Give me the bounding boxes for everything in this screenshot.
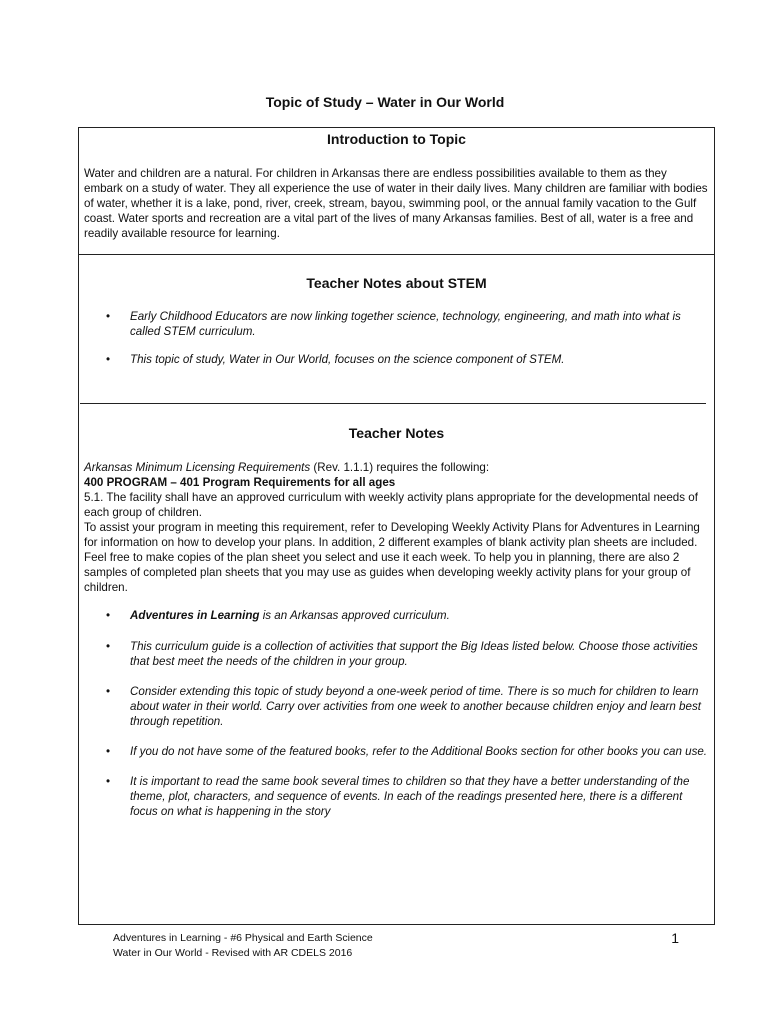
teacher-notes-bullet-item [84, 608, 708, 623]
stem-heading: Teacher Notes about STEM [306, 275, 487, 291]
stem-bullet-list [84, 309, 708, 367]
stem-bullet-text: This topic of study, Water in Our World, focuses on the science component of STEM. [130, 353, 565, 366]
bullet-glyph: • [106, 640, 111, 653]
bullet-glyph: • [106, 310, 111, 323]
teacher-notes-body [84, 460, 708, 595]
curriculum-name: Adventures in Learning [130, 609, 260, 622]
bullet-glyph: • [106, 685, 111, 698]
bullet-glyph: • [106, 745, 111, 758]
page-footer [113, 931, 693, 961]
licensing-requirement-line [84, 460, 708, 475]
teacher-notes-bullet-item [84, 774, 708, 819]
program-requirements-line: 400 PROGRAM – 401 Program Requirements for all ages [84, 476, 396, 489]
licensing-rev: (Rev. 1.1.1) requires the following: [310, 461, 490, 474]
teacher-notes-bullet-item [84, 744, 708, 759]
bullet-glyph: • [106, 353, 111, 366]
teacher-notes-heading: Teacher Notes [348, 425, 445, 441]
document-title: Topic of Study – Water in Our World [265, 94, 505, 110]
stem-bullet-item [84, 309, 708, 339]
intro-heading: Introduction to Topic [327, 131, 466, 147]
section-divider [79, 254, 714, 255]
teacher-notes-bullet-list [84, 608, 708, 819]
footer-line-2: Water in Our World - Revised with AR CDELS 2016 [113, 947, 353, 959]
bullet-text: If you do not have some of the featured books, refer to the Additional Books section for other books you can use. [130, 745, 708, 758]
bullet-text: Consider extending this topic of study beyond a one-week period of time. There is so much for children to learn about water in their world. Carry over activities from one week to another because children enjoy and learn best through repetition. [130, 685, 701, 728]
licensing-title: Arkansas Minimum Licensing Requirements [84, 461, 311, 474]
teacher-notes-bullet-item [84, 684, 708, 729]
intro-text: Water and children are a natural. For children in Arkansas there are endless possibilities available to them as they embark on a study of water. They all experience the use of water in their daily lives. Many children are familiar with bodies of water, whether it is a lake, pond, river, creek, stream, bayou, swimming pool, or the annual family vacation to the Gulf coast. Water sports and recreation are a vital part of the lives of many Arkansas families. Best of all, water is a free and readily available resource for learning. [84, 167, 708, 240]
assist-paragraph: To assist your program in meeting this requirement, refer to Developing Weekly Activity Plans for Adventures in Learning for information on how to develop your plans. In addition, 2 different examples of blank activity plan sheets are included. Feel free to make copies of the plan sheet you select and use it each week. To help you in planning, there are also 2 samples of completed plan sheets that you may use as guides when developing weekly activity plans for your group of children. [84, 521, 700, 594]
bullet-text: This curriculum guide is a collection of activities that support the Big Ideas listed below. Choose those activities that best meet the needs of the children in your group. [130, 640, 698, 668]
footer-line-1: Adventures in Learning - #6 Physical and Earth Science [113, 932, 373, 944]
bullet-glyph: • [106, 775, 111, 788]
section-divider [80, 403, 706, 404]
requirement-5-1: 5.1. The facility shall have an approved curriculum with weekly activity plans appropriate for the developmental needs of each group of children. [84, 491, 698, 519]
bullet-text: is an Arkansas approved curriculum. [259, 609, 450, 622]
teacher-notes-bullet-item [84, 639, 708, 669]
stem-bullet-item [84, 352, 708, 367]
content-frame [78, 127, 715, 925]
bullet-text: It is important to read the same book several times to children so that they have a better understanding of the theme, plot, characters, and sequence of events. In each of the readings presented here, there is a different focus on what is happening in the story [130, 775, 690, 818]
page-number: 1 [671, 930, 679, 946]
stem-bullet-text: Early Childhood Educators are now linking together science, technology, engineering, and math into what is called STEM curriculum. [130, 310, 681, 338]
bullet-glyph: • [106, 609, 111, 622]
